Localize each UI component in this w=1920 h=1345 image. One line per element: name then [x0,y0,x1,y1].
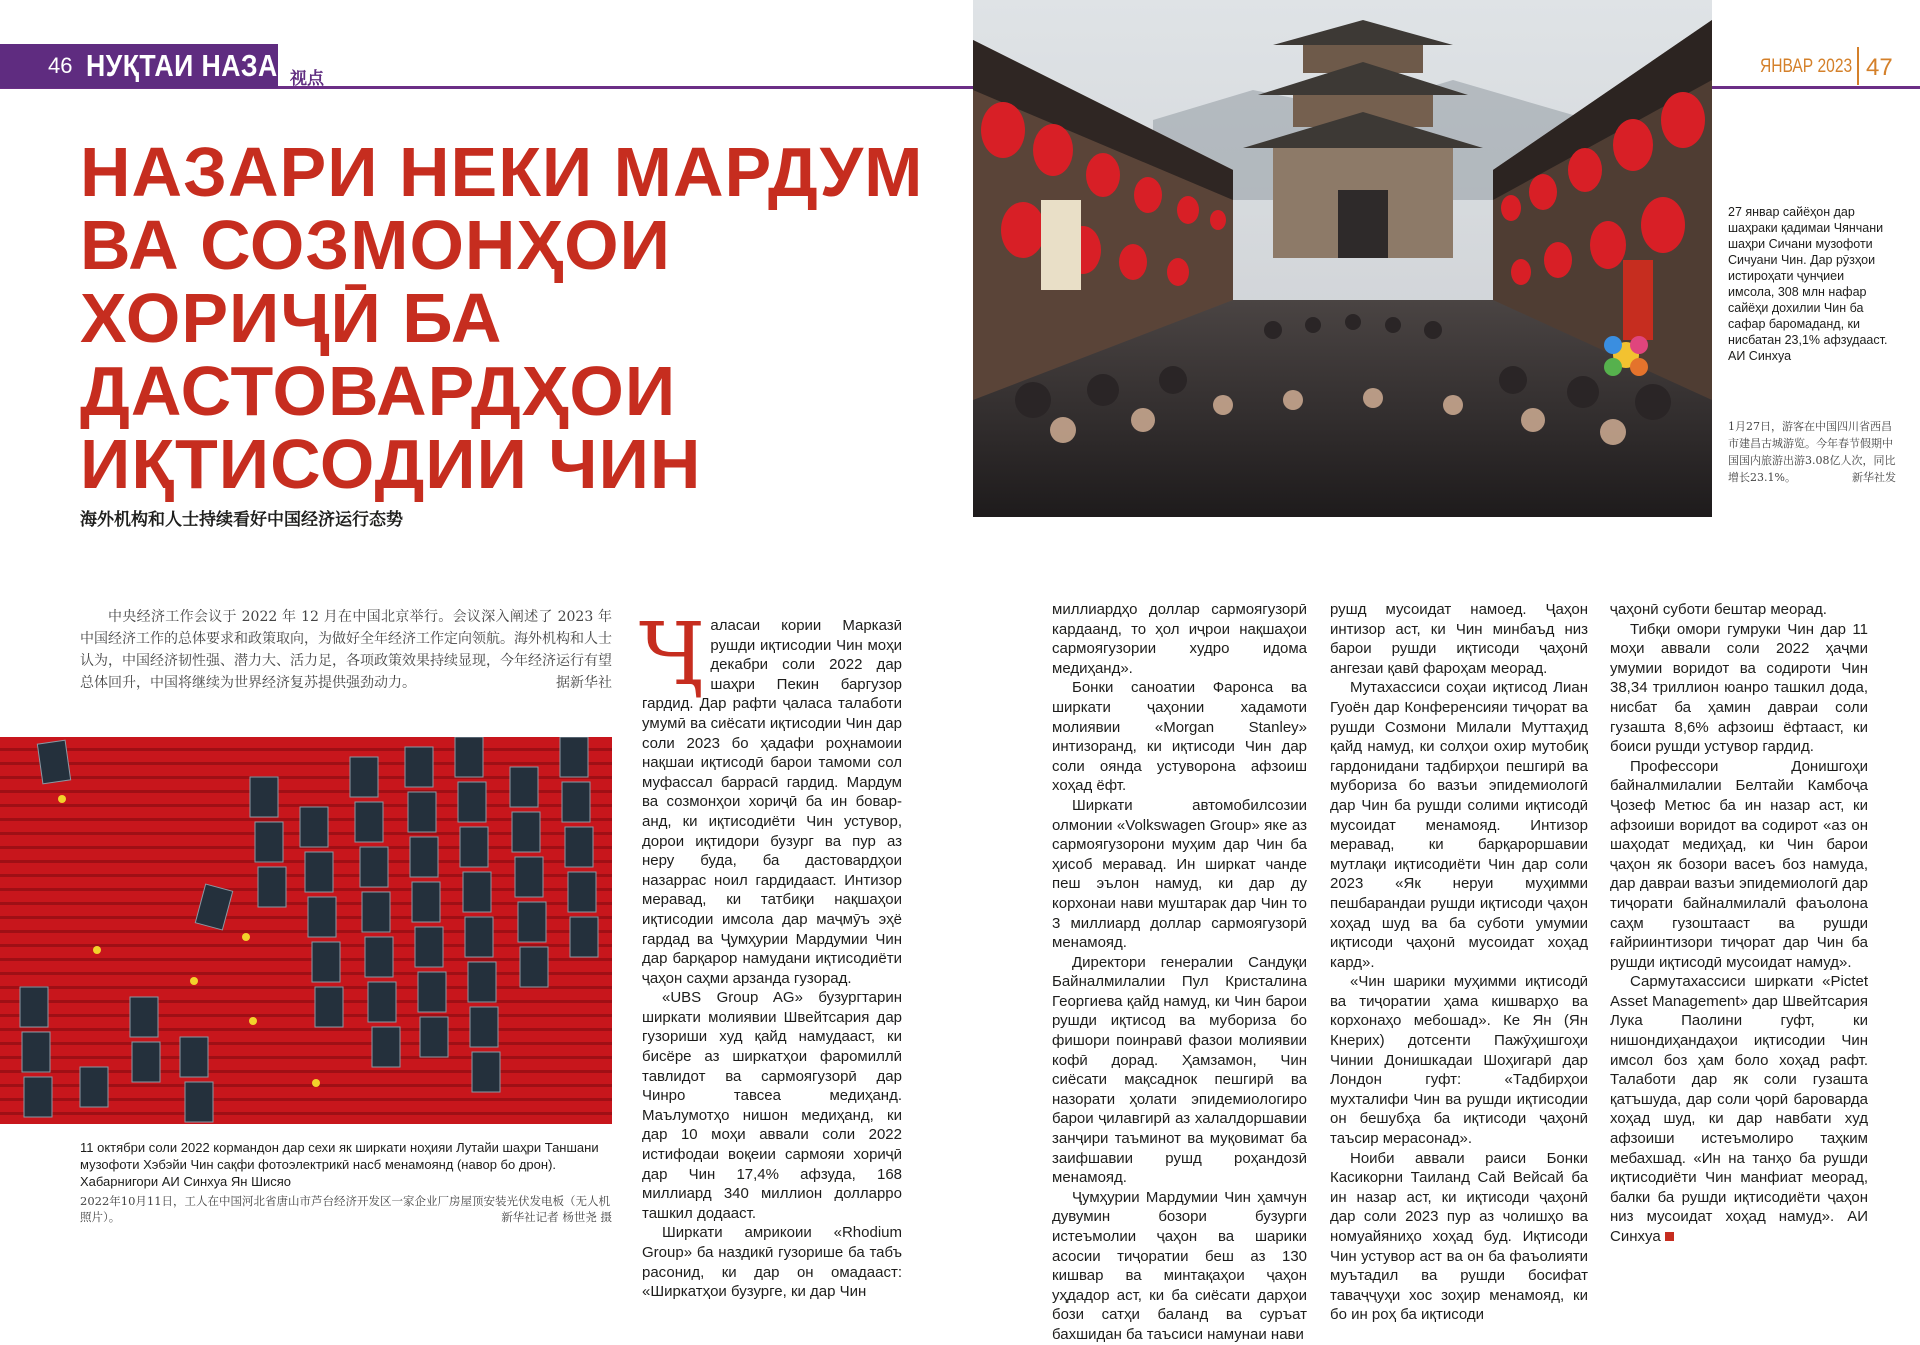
right-page-number: 47 [1866,54,1893,81]
photo-bottom-credit-cn: 新华社记者 杨世尧 摄 [501,1210,612,1224]
drop-cap: Ҷ [642,605,707,705]
left-page-number: 46 [48,53,73,78]
paragraph: миллиардҳо доллар сармоягузорӣ кардаанд, то ҳол иҷрои нақшаҳои сармоягузории худро идома медиҳанд». [1052,601,1307,677]
text-column-4 [1610,600,1868,1247]
paragraph: ҷаҳонӣ суботи бештар меорад. [1610,601,1827,618]
paragraph: Ширкати амрикоии «Rhodium Group» ба наздикӣ гузорише ба табъ расонид, ки дар он омадааст: «Ширкатҳои бузурге, ки дар Чин [642,1224,902,1301]
photo-top-caption-cn-text: 1月27日，游客在中国四川省西昌市建昌古城游览。今年春节假期中国国内旅游出游3.08亿人次，同比增长23.1%。 [1728,420,1896,484]
paragraph: Ширкати автомобилсозии олмонии «Volkswagen Group» яке аз сармоягузорони муҳим дар Чин ба ҳисоб меравад. Ин ширкат чанде пеш эълон намуд, ки дар ду корхонаи нави муштарак дар Чин то 3 миллиард доллар сармоягузорӣ менамояд. [1052,796,1307,952]
section-title: НУҚТАИ НАЗАР [86,48,297,83]
photo-solar-rooftop [0,737,612,1124]
paragraph: Сармутахассиси ширкати «Pictet Asset Management» дар Швейтсария Лука Паолини гуфт, ки нишондиҳандаҳои иқтисодии Чин имсол боз ҳам боло хоҳад рафт. Талаботи дар як соли гузашта қатъшуда, дар соли ҷорӣ бароварда хоҳад шуд, ки дар навбати худ афзоиши истеъмолиро таҳким мебахшад. «Ин на танҳо ба рушди иқтисодиёти Чин манфиат меорад, балки ба рушди иқтисодиёти ҷаҳон низ мусоидат хоҳад намуд». АИ Синхуа [1610,973,1868,1245]
paragraph: Бонки саноатии Фаронса ва ширкати ҷаҳонии хадамоти молиявии «Morgan Stanley» интизоранд, ки иқтисоди Чин дар соли оянда устуворона афзоиш хоҳад ёфт. [1052,679,1307,795]
paragraph: Ҷумҳурии Мардумии Чин ҳамчун дувумин бозори бузурги истеъмолии ҷаҳон ва шарики асосии тиҷоратии беш аз 130 кишвар ва минтақаҳои ҷаҳон уҳдадор аст, ки ба сиёсати дарҳои бози сатҳи баланд ва суръат бахшидан ба таъсиси намунаи нави [1052,1188,1307,1343]
paragraph: Тибқи омори гумруки Чин дар 11 моҳи аввали соли 2022 ҳаҷми умумии воридот ва содироти Чин 38,34 триллион юанро ташкил дода, нисбат ба ҳамин давраи соли гузашта 8,6% афзоиш ёфтааст, ки боиси рушди устувор гардид. [1610,620,1868,756]
photo-bottom-caption: 11 октябри соли 2022 кормандон дар сехи як ширкати ноҳияи Лутайи шаҳри Таншани музофоти Хэбэйи Чин сақфи фотоэлектрикӣ насб менамоянд (навор бо дрон). Хабарнигори АИ Синхуа Ян Шисяо [80,1140,599,1189]
text-column-3 [1330,600,1588,1325]
end-mark-icon [1665,1232,1674,1241]
paragraph: «UBS Group AG» бузургтарин ширкати молиявии Швейтсария дар гузориши худ қайд намудааст, ки бисёре аз ширкатҳои фаромиллӣ тавлидот ва сармоягузорӣ дар Чинро тавсеа медиҳанд. Маълумотҳо нишон медиҳанд, ки дар 10 моҳи аввали соли 2022 истифодаи воқеии сармояи хориҷӣ дар Чин 17,4% афзуда, 168 миллиард 340 миллион долларро ташкил додааст. [642,989,902,1222]
photo-bottom-caption-cn-text: 2022年10月11日，工人在中国河北省唐山市芦台经济开发区一家企业厂房屋顶安装光伏发电板（无人机照片）。 [80,1194,611,1224]
section-banner [0,44,297,88]
article-subtitle-cn: 海外机构和人士持续看好中国经济运行态势 [80,510,403,530]
paragraph: «Чин шарики муҳимми иқтисодӣ ва тиҷоратии ҳама кишварҳо ва корхонаҳо мебошад». Ке Ян (Ян Кнерих) дотсенти Пажӯҳишгоҳи Чинии Донишкадаи Шоҳигарӣ дар Лондон гуфт: «Тадбирҳои мухталифи Чин ва рушди иқтисодии он бешубҳа ба иқтисоди ҷаҳонӣ таъсир мерасонад». [1330,973,1588,1148]
paragraph: рушд мусоидат намоед. Ҷаҳон интизор аст, ки Чин минбаъд низ барои рушди иқтисоди ҷаҳонӣ ангезаи қавӣ фароҳам меорад. [1330,601,1588,677]
paragraph: Профессори Донишгоҳи байналмилалии Белтайи Камбоҷа Ҷозеф Метюс ба ин назар аст, ки афзоиши воридот ва содирот «аз он шаҳодат медиҳад, ки Чин барои ҷаҳон як бозори васеъ боз намуда, дар давраи вазъи эпидемиологӣ дар тиҷорати байналмилалӣ фаъолона саҳм гузоштааст ва рушди ғайриинтизори тиҷорат дар Чин ба рушди иқтисодӣ мусоидат намуд». [1610,757,1868,971]
paragraph: Ноиби аввали раиси Бонки Касикорни Таиланд Сай Вейсай ба ин назар аст, ки иқтисоди ҷаҳонӣ дар соли 2023 пур аз чолишҳо ва номуайяниҳо хоҳад буд. Иқтисоди Чин устувор аст ва он ба фаъолияти муътадил ва рушди босифат таваҷҷуҳи хос зоҳир менамояд, ки бо ин роҳ ба иқтисоди [1330,1149,1588,1324]
intro-paragraph [80,606,612,694]
intro-text: 中央经济工作会议于 2022 年 12 月在中国北京举行。会议深入阐述了 2023 年中国经济工作的总体要求和政策取向，为做好全年经济工作定向领航。海外机构和人士认为，中国经济韧性强、潜力大、活力足，各项政策效果持续显现，今年经济运行有望总体回升，中国将继续为世界经济复苏提供强劲动力。 [80,609,612,691]
intro-source: 据新华社 [556,675,612,691]
text-column-2 [1052,600,1307,1345]
paragraph: Ҷаласаи кории Марказӣ рушди иқтисодии Чин моҳи декабри соли 2022 дар шаҳри Пекин баргузор гардид. Дар рафти ҷаласа талаботи умумӣ ва сиёсати иқтисодии Чин дар соли 2023 бо ҳадафи роҳнамоии нақшаи иқтисодӣ барои тамоми сол муфассал баррасӣ гардид. Мардум ва созмонҳои хориҷӣ ба ин бовар-анд, ки иқтисодиёти Чин устувор, дорои иқтидори бузург ва пур аз неру буда, ба дастовардҳои назаррас ноил гардидааст. Интизор меравад, ки татбиқи нақшаҳои иқтисодии имсола дар маҷмӯъ эҳё гардад ва Ҷумҳурии Мардумии Чин дар барқарор намудани иқтисодиёти ҷаҳон саҳми арзанда гузорад. [642,605,902,987]
photo-top-caption-cn [1728,418,1896,486]
text-column-1 [642,605,902,1302]
header-divider [1857,47,1859,85]
photo-bottom-caption-cn [80,1193,612,1225]
paragraph: Директори генералии Сандуқи Байналмилалии Пул Кристалина Георгиева қайд намуд, ки Чин барои рушди иқтисод ва мубориза бо фишори поинравӣ фазои молиявии кофӣ дорад. Ҳамзамон, Чин сиёсати мақсаднок пешгирӣ ва назорати ҳолати эпидемиологиро барои ҷилавгирӣ аз халалдоршавии занҷири таъминот ва муқовимат ба заифшавии рушд роҳандозӣ менамояд. [1052,953,1307,1187]
crowd-street-illustration [973,0,1712,517]
photo-top-caption: 27 январ сайёҳон дар шаҳраки қадимаи Чянчани шаҳри Сичани музофоти Сичуани Чин. Дар рӯзҳои истироҳати ҷунҷиеи имсола, 308 млн нафар сайёҳи дохилии Чин ба сафар баромаданд, ки нисбатан 23,1% афзудааст. АИ Синхуа [1728,205,1888,363]
paragraph: Мутахассиси соҳаи иқтисод Лиан Гуоён дар Конференсияи тиҷорат ва рушди Созмони Милали Муттаҳид қайд намуд, ки солҳои охир мутобиқ гардонидани тадбирҳои пешгирӣ ва мубориза бо вазъи эпидемиологӣ дар Чин ба рушди солими иқтисодӣ мусоидат менамояд. Интизор меравад, ки барқароршавии мутлақи иқтисодиёти Чин дар соли 2023 «Як неруи муҳимми пешбарандаи рушди иқтисоди ҷаҳон хоҳад шуд ва ба суботи умумии иқтисоди ҷаҳонӣ мусоидат хоҳад кард». [1330,679,1588,971]
photo-ancient-town-crowd [973,0,1712,517]
photo-top-credit-cn: 新华社发 [1852,471,1896,484]
issue-date: ЯНВАР 2023 [1760,56,1853,77]
article-title: НАЗАРИ НЕКИ МАРДУМ ВА СОЗМОНҲОИ ХОРИҶӢ БА ДАСТОВАРДҲОИ ИҚТИСОДИИ ЧИН [80,133,924,503]
section-title-cn: 视点 [290,69,324,89]
solar-roof-illustration [0,737,612,1124]
